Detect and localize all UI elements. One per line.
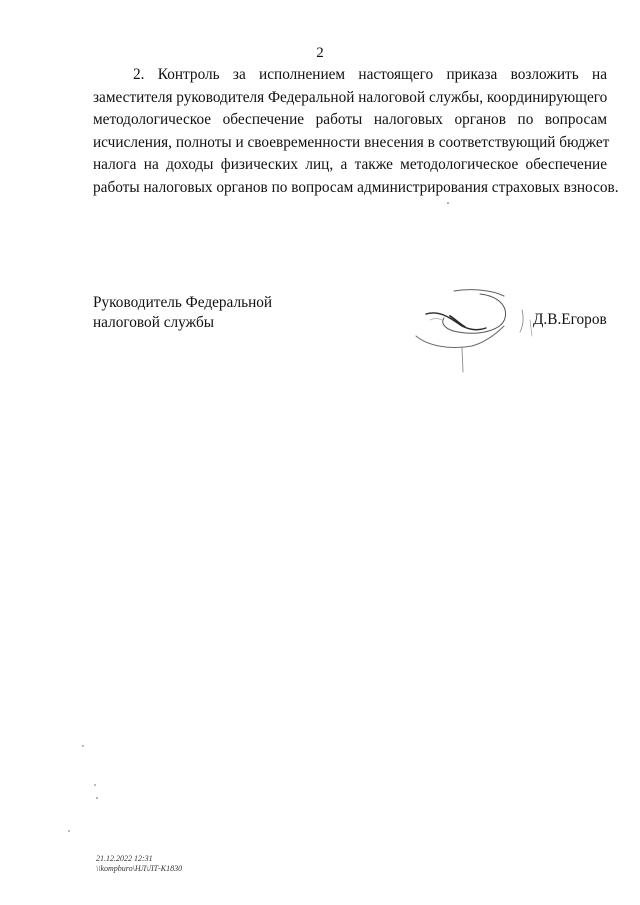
paragraph-line: работы налоговых органов по вопросам администрирования страховых взносов. (93, 178, 619, 196)
document-footer (96, 854, 182, 874)
signer-position-line: Руководитель Федеральной (93, 294, 273, 311)
footer-timestamp: 21.12.2022 12:31 (96, 854, 153, 863)
signer-name: Д.В.Егоров (533, 311, 607, 328)
footer-file-path: \\kompburo\НЛ\ЛТ-К1830 (96, 864, 183, 873)
signer-position (93, 293, 272, 333)
paragraph-line: методологическое обеспечение работы налоговых органов по вопросам (93, 111, 607, 128)
handwritten-signature (410, 280, 540, 375)
paragraph-line: 2. Контроль за исполнением настоящего приказа возложить на (133, 66, 607, 83)
signer-position-line: налоговой службы (93, 314, 215, 331)
order-paragraph (93, 64, 619, 199)
paragraph-line: налога на доходы физических лиц, а также методологическое обеспечение (93, 156, 607, 173)
page-number: 2 (316, 45, 324, 61)
paragraph-line: заместителя руководителя Федеральной налоговой службы, координирующего (93, 88, 608, 106)
paragraph-line: исчисления, полноты и своевременности внесения в соответствующий бюджет (93, 133, 610, 151)
